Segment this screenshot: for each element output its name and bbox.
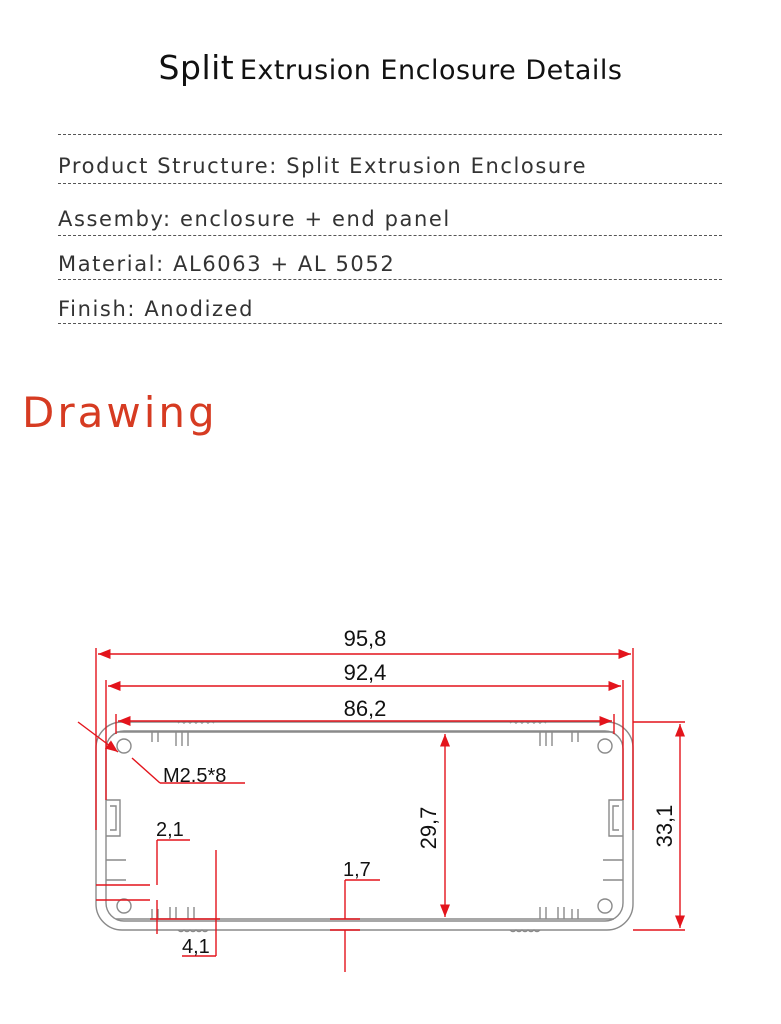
dim-outer-width: 95,8 [343,626,387,651]
spec-finish: Finish: Anodized [58,297,255,321]
dim-outer-height: 33,1 [652,804,677,848]
dim-inner-height: 29,7 [416,806,441,850]
page-title-lead: Split [158,48,235,87]
dashed-divider [58,235,722,236]
page-title [0,48,781,87]
dim-slot-width: 4,1 [182,936,210,958]
dashed-divider [58,279,722,280]
spec-material: Material: AL6063 + AL 5052 [58,252,396,276]
dashed-divider [58,134,722,135]
spec-product-structure: Product Structure: Split Extrusion Enclosure [58,154,588,178]
spec-assembly: Assemby: enclosure + end panel [58,207,451,231]
page-title-rest: Extrusion Enclosure Details [239,55,623,86]
dashed-divider [58,183,722,184]
section-title-drawing: Drawing [22,388,218,437]
dim-wall-bottom: 1,7 [343,859,371,881]
enclosure-drawing [0,600,781,1000]
dashed-divider [58,323,722,324]
dim-inner-width: 86,2 [343,696,387,721]
dim-screw: M2.5*8 [163,765,227,787]
dim-wall-side: 2,1 [156,819,184,841]
dim-mid-width: 92,4 [343,660,387,685]
